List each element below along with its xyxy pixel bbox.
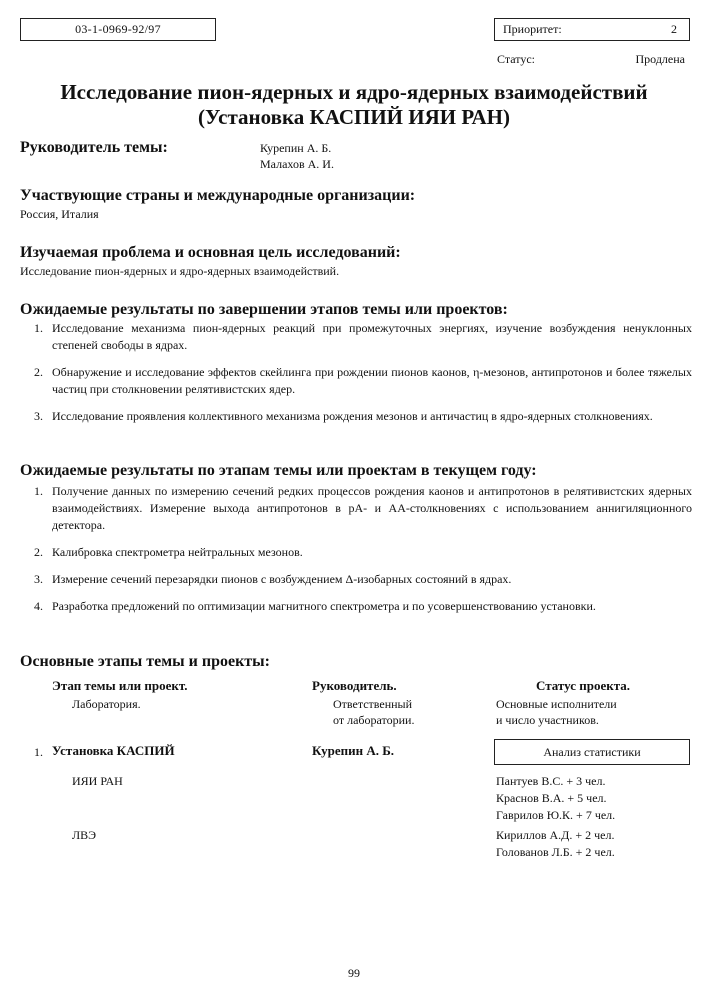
theme-code: 03-1-0969-92/97 bbox=[75, 22, 161, 36]
countries-text: Россия, Италия bbox=[20, 207, 99, 221]
list-item-text: Измерение сечений перезарядки пионов с возбуждением Δ-изобарных состояний в ядрах. bbox=[52, 572, 512, 586]
status-value: Продлена bbox=[635, 52, 685, 66]
list-item-text: Разработка предложений по оптимизации магнитного спектрометра и по усовершенствованию установки. bbox=[52, 599, 596, 613]
expected-final-heading: Ожидаемые результаты по завершении этапов темы или проектов: bbox=[20, 301, 508, 318]
lab-name: ИЯИ РАН bbox=[72, 774, 123, 788]
col-leader-subheading: от лаборатории. bbox=[333, 713, 415, 727]
page-number: 99 bbox=[348, 966, 360, 980]
list-item-number: 2. bbox=[34, 365, 43, 379]
list-item bbox=[20, 598, 692, 615]
list-item bbox=[20, 571, 692, 588]
list-item-text: Калибровка спектрометра нейтральных мезонов. bbox=[52, 545, 303, 559]
col-status-heading: Статус проекта. bbox=[536, 678, 631, 693]
theme-code-box bbox=[20, 18, 216, 41]
list-item-number: 3. bbox=[34, 409, 43, 423]
priority-box bbox=[494, 18, 690, 41]
lab-name: ЛВЭ bbox=[72, 828, 97, 842]
stages-heading: Основные этапы темы и проекты: bbox=[20, 653, 270, 670]
list-item-number: 4. bbox=[34, 599, 43, 613]
status-line bbox=[497, 52, 685, 67]
list-item-number: 2. bbox=[34, 545, 43, 559]
col-status-subheading: Основные исполнители bbox=[496, 697, 617, 711]
expected-final-list bbox=[20, 320, 692, 425]
list-item-number: 3. bbox=[34, 572, 43, 586]
expected-current-heading: Ожидаемые результаты по этапам темы или проектам в текущем году: bbox=[20, 462, 537, 479]
list-item bbox=[20, 483, 692, 534]
list-item-text: Исследование проявления коллективного механизма рождения мезонов и античастиц в ядро-ядерных столкновениях. bbox=[52, 409, 653, 423]
col-status-subheading: и число участников. bbox=[496, 713, 599, 727]
project-leader: Курепин А. Б. bbox=[312, 743, 395, 758]
problem-text: Исследование пион-ядерных и ядро-ядерных взаимодействий. bbox=[20, 264, 340, 278]
lab-person: Гаврилов Ю.К. + 7 чел. bbox=[496, 808, 616, 822]
list-item-text: Обнаружение и исследование эффектов скейлинга при рождении пионов каонов, η-мезонов, антипротонов и более тяжелых частиц при столкновении релятивистских ядер. bbox=[52, 365, 692, 396]
leaders-heading: Руководитель темы: bbox=[20, 139, 168, 156]
project-name: Установка КАСПИЙ bbox=[52, 743, 175, 758]
list-item-text: Получение данных по измерению сечений редких процессов рождения каонов и антипротонов в релятивистских ядерных взаимодействиях. Измерение выхода антипротонов в pA- и AA-столкновениях с использованием аннигиляционного детектора. bbox=[52, 484, 692, 532]
list-item bbox=[20, 364, 692, 398]
col-leader-heading: Руководитель. bbox=[312, 678, 397, 693]
list-item-text: Исследование механизма пион-ядерных реакций при промежуточных энергиях, изучение возбуждения ненуклонных степеней свободы в ядрах. bbox=[52, 321, 692, 352]
countries-heading: Участвующие страны и международные организации: bbox=[20, 187, 416, 204]
list-item bbox=[20, 544, 692, 561]
col-leader-subheading: Ответственный bbox=[333, 697, 413, 711]
page-title-line1: Исследование пион-ядерных и ядро-ядерных взаимодействий bbox=[60, 80, 648, 104]
list-item bbox=[20, 320, 692, 354]
status-label: Статус: bbox=[497, 52, 535, 66]
list-item bbox=[20, 408, 692, 425]
col-stage-heading: Этап темы или проект. bbox=[52, 678, 188, 693]
lab-person: Пантуев В.С. + 3 чел. bbox=[496, 774, 606, 788]
leader-name: Курепин А. Б. bbox=[260, 141, 332, 155]
lab-person: Голованов Л.Б. + 2 чел. bbox=[496, 845, 615, 859]
col-stage-subheading: Лаборатория. bbox=[72, 697, 141, 711]
priority-label: Приоритет: bbox=[503, 22, 562, 36]
list-item-number: 1. bbox=[34, 484, 43, 498]
project-number: 1. bbox=[34, 745, 43, 759]
page-title-line2: (Установка КАСПИЙ ИЯИ РАН) bbox=[198, 105, 510, 129]
lab-person: Кириллов А.Д. + 2 чел. bbox=[496, 828, 615, 842]
problem-heading: Изучаемая проблема и основная цель исследований: bbox=[20, 244, 401, 261]
priority-value: 2 bbox=[671, 22, 677, 36]
expected-current-list bbox=[20, 483, 692, 615]
lab-person: Краснов В.А. + 5 чел. bbox=[496, 791, 607, 805]
leader-name: Малахов А. И. bbox=[260, 157, 334, 171]
list-item-number: 1. bbox=[34, 321, 43, 335]
project-status: Анализ статистики bbox=[543, 744, 641, 759]
project-status-box bbox=[494, 739, 690, 765]
